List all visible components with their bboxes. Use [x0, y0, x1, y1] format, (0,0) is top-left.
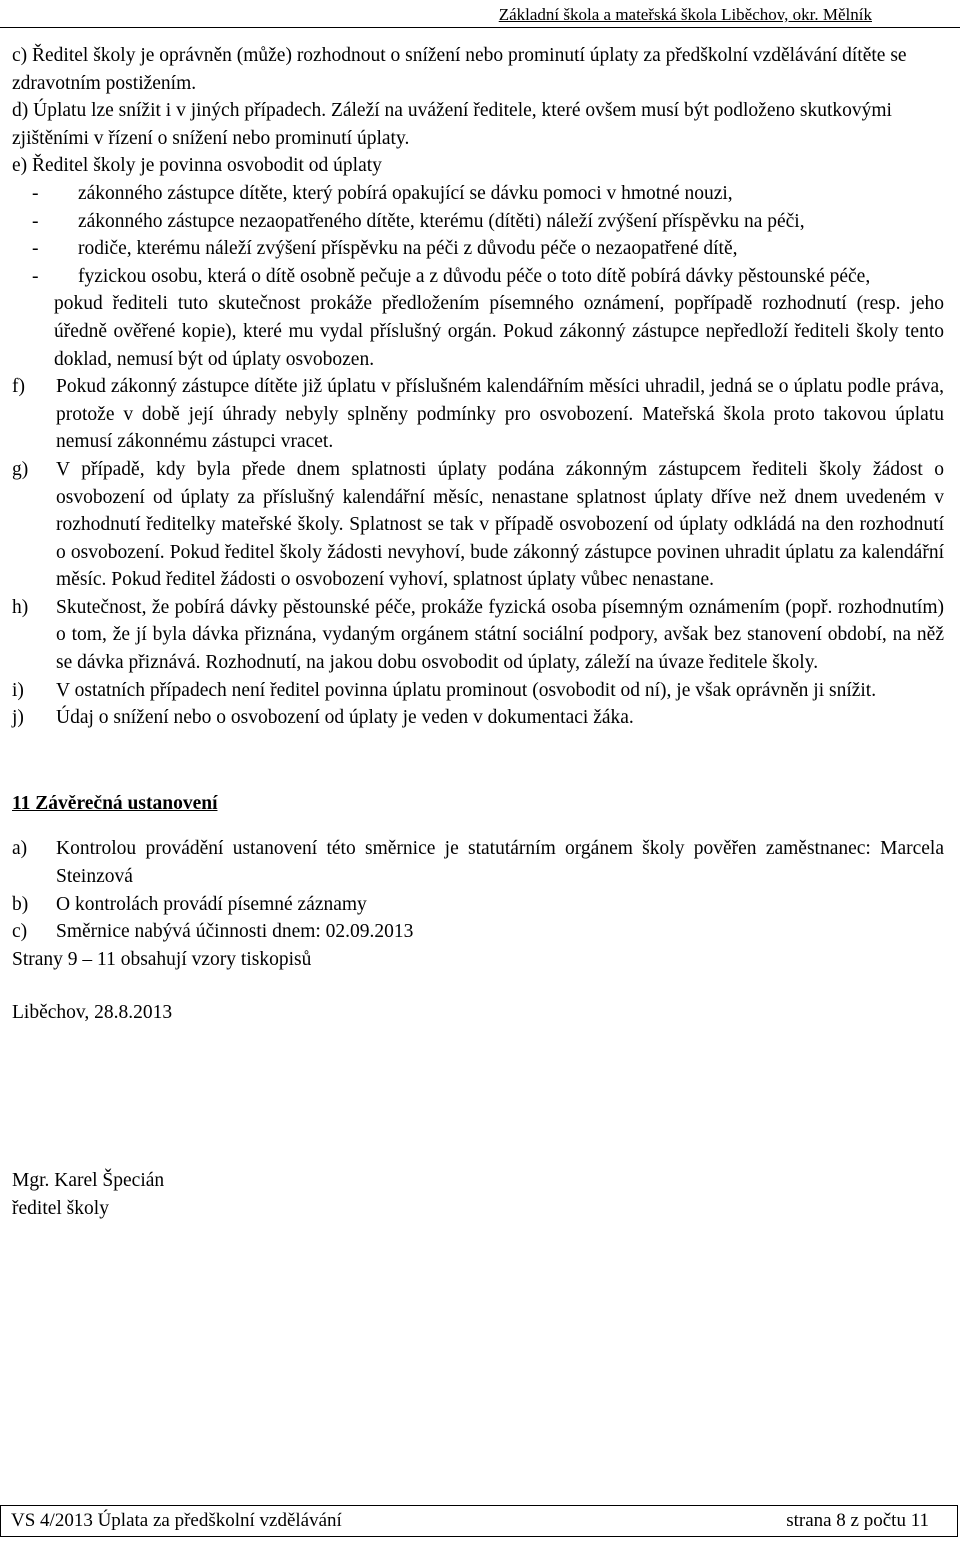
page-footer [0, 1505, 958, 1537]
list-item-j: j) Údaj o snížení nebo o osvobození od úplaty je veden v dokumentaci žáka. [12, 707, 634, 729]
page-header [0, 4, 960, 28]
list-item-h: h) Skutečnost, že pobírá dávky pěstounské péče, prokáže fyzická osoba písemným oznámením (popř. rozhodnutím) o tom, že jí byla dávka přiznána, vydaným orgánem státní sociální podpory, avšak bez stanovení období, na něž se dávka přiznává. Rozhodnutí, na jakou dobu osvobodit od úplaty, záleží na úvaze ředitele školy. [12, 596, 944, 674]
exemption-list [12, 180, 944, 290]
signer-name: Mgr. Karel Špecián [12, 1170, 165, 1191]
signer-role: ředitel školy [12, 1197, 109, 1219]
list-item-i: i) V ostatních případech není ředitel povinna úplatu prominout (osvobodit od ní), je však oprávněn ji snížit. [12, 679, 877, 701]
list-item: - zákonného zástupce dítěte, který pobírá opakující se dávku pomoci v hmotné nouzi, [32, 182, 733, 204]
section-item-b: b) O kontrolách provádí písemné záznamy [12, 893, 367, 915]
paragraph-e-continuation: pokud řediteli tuto skutečnost prokáže předložením písemného oznámení, popřípadě rozhodnutí (resp. jeho úředně ověřené kopie), které mu vydal příslušný orgán. Pokud zákonný zástupce nepředloží řediteli školy tento doklad, nemusí být od úplaty osvobozen. [54, 293, 944, 370]
paragraph-e: e) Ředitel školy je povinna osvobodit od úplaty [12, 155, 382, 177]
school-name: Základní škola a mateřská škola Liběchov, okr. Mělník [498, 5, 872, 24]
paragraph-d: d) Úplatu lze snížit i v jiných případech. Záleží na uvážení ředitele, které ovšem musí být podloženo skutkovými zjištěními v řízení o snížení nebo prominutí úplaty. [12, 100, 892, 149]
list-item-f: f) Pokud zákonný zástupce dítěte již úplatu v příslušném kalendářním měsíci uhradil, jedná se o úplatu podle práva, protože v době její úhrady nebyly splněny podmínky pro osvobození. Mateřská škola proto takovou úplatu nemusí zákonnému zástupci vracet. [12, 376, 944, 453]
paragraph-c: c) Ředitel školy je oprávněn (může) rozhodnout o snížení nebo prominutí úplaty za předškolní vzdělávání dítěte se zdravotním postižením. [12, 45, 907, 94]
list-item: - fyzickou osobu, která o dítě osobně pečuje a z důvodu péče o toto dítě pobírá dávky pěstounské péče, [32, 265, 871, 287]
list-item: - rodiče, kterému náleží zvýšení příspěvku na péči z důvodu péče o nezaopatřené dítě, [32, 238, 738, 260]
section-title: 11 Závěrečná ustanovení [12, 792, 218, 814]
list-item-g: g) V případě, kdy byla přede dnem splatnosti úplaty podána zákonným zástupcem řediteli školy žádost o osvobození od úplaty za příslušný kalendářní měsíc, nenastane splatnost úplaty dříve než dnem uvedeném v rozhodnutí ředitelky mateřské školy. Splatnost se tak v případě osvobození od úplaty odkládá na den rozhodnutí o osvobození. Pokud ředitel školy žádosti nevyhoví, bude zákonný zástupce povinen uhradit úplatu za kalendářní měsíc. Pokud ředitel žádosti o osvobození vyhoví, splatnost úplaty vůbec nenastane. [12, 458, 944, 591]
list-item: - zákonného zástupce nezaopatřeného dítěte, kterému (dítěti) náleží zvýšení příspěvku na péči, [32, 210, 805, 232]
footer-page-number: strana 8 z počtu 11 [786, 1510, 929, 1531]
place-date: Liběchov, 28.8.2013 [12, 1002, 173, 1024]
pages-note: Strany 9 – 11 obsahují vzory tiskopisů [12, 948, 312, 970]
document-body [12, 42, 944, 1222]
footer-document-title: VS 4/2013 Úplata za předškolní vzdělávání [11, 1510, 342, 1531]
section-item-c: c) Směrnice nabývá účinnosti dnem: 02.09.2013 [12, 921, 414, 943]
section-item-a: a) Kontrolou provádění ustanovení této směrnice je statutárním orgánem školy pověřen zaměstnanec: Marcela Steinzová [12, 838, 944, 888]
